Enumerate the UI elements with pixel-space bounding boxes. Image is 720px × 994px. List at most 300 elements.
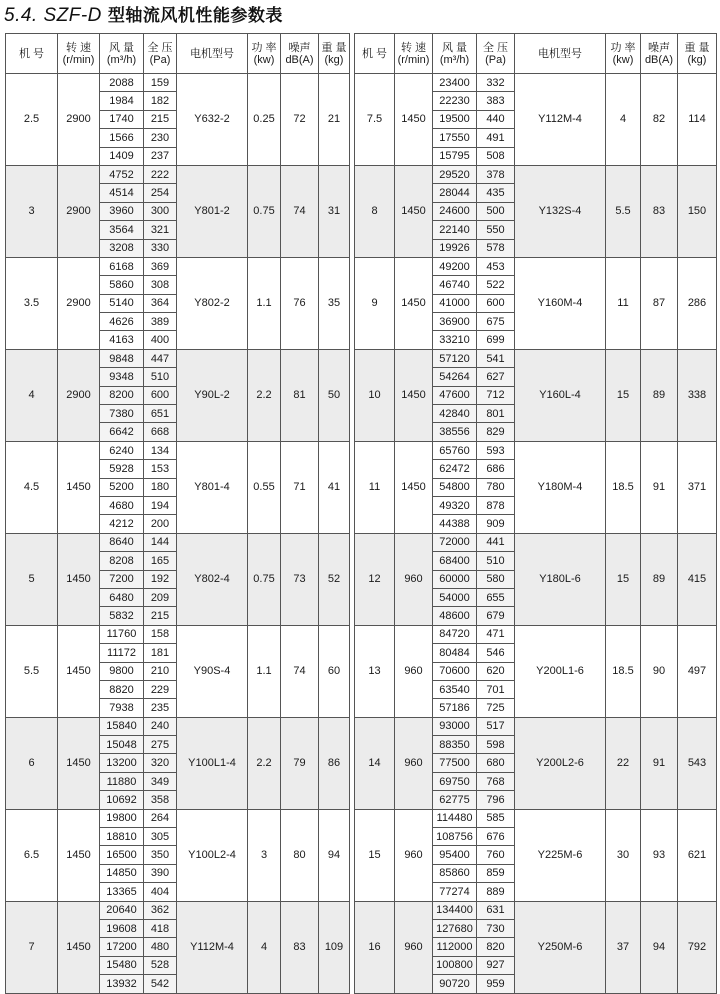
airflow-cell: 47600 [433, 386, 477, 404]
pressure-cell: 362 [144, 901, 177, 919]
speed-cell: 1450 [58, 533, 100, 625]
airflow-cell: 22140 [433, 221, 477, 239]
airflow-cell: 3564 [100, 221, 144, 239]
pressure-cell: 699 [477, 331, 515, 349]
weight-cell: 543 [678, 717, 717, 809]
speed-cell: 1450 [58, 901, 100, 993]
pressure-cell: 878 [477, 496, 515, 514]
pressure-cell: 801 [477, 405, 515, 423]
pressure-cell: 959 [477, 975, 515, 993]
noise-cell: 81 [281, 349, 319, 441]
airflow-cell: 57186 [433, 699, 477, 717]
pressure-cell: 546 [477, 644, 515, 662]
speed-cell: 1450 [395, 441, 433, 533]
header-power: 功 率 (kw) [248, 34, 281, 74]
airflow-cell: 5860 [100, 276, 144, 294]
noise-cell: 79 [281, 717, 319, 809]
speed-cell: 1450 [395, 74, 433, 166]
pressure-cell: 655 [477, 588, 515, 606]
weight-cell: 792 [678, 901, 717, 993]
airflow-cell: 8200 [100, 386, 144, 404]
weight-cell: 86 [319, 717, 350, 809]
speed-cell: 2900 [58, 165, 100, 257]
power-cell: 11 [606, 257, 641, 349]
pressure-cell: 780 [477, 478, 515, 496]
fan-spec-table-left [5, 33, 350, 994]
pressure-cell: 453 [477, 257, 515, 275]
pressure-cell: 192 [144, 570, 177, 588]
left-table-body [6, 74, 350, 994]
airflow-cell: 127680 [433, 919, 477, 937]
weight-cell: 60 [319, 625, 350, 717]
motor-model-cell: Y180M-4 [515, 441, 606, 533]
pressure-cell: 441 [477, 533, 515, 551]
airflow-cell: 22230 [433, 92, 477, 110]
airflow-cell: 5928 [100, 460, 144, 478]
fan-number-cell: 5.5 [6, 625, 58, 717]
fan-number-cell: 4.5 [6, 441, 58, 533]
airflow-cell: 114480 [433, 809, 477, 827]
airflow-cell: 8820 [100, 680, 144, 698]
weight-cell: 52 [319, 533, 350, 625]
weight-cell: 621 [678, 809, 717, 901]
pressure-cell: 541 [477, 349, 515, 367]
airflow-cell: 4626 [100, 313, 144, 331]
pressure-cell: 390 [144, 864, 177, 882]
pressure-cell: 480 [144, 938, 177, 956]
fan-number-cell: 5 [6, 533, 58, 625]
pressure-cell: 620 [477, 662, 515, 680]
pressure-cell: 305 [144, 828, 177, 846]
header-power: 功 率 (kw) [606, 34, 641, 74]
table-row [355, 717, 717, 735]
pressure-cell: 210 [144, 662, 177, 680]
pressure-cell: 686 [477, 460, 515, 478]
power-cell: 18.5 [606, 625, 641, 717]
motor-model-cell: Y180L-6 [515, 533, 606, 625]
weight-cell: 109 [319, 901, 350, 993]
power-cell: 22 [606, 717, 641, 809]
fan-number-cell: 7.5 [355, 74, 395, 166]
airflow-cell: 13200 [100, 754, 144, 772]
pressure-cell: 240 [144, 717, 177, 735]
pressure-cell: 350 [144, 846, 177, 864]
speed-cell: 1450 [58, 809, 100, 901]
pressure-cell: 215 [144, 110, 177, 128]
airflow-cell: 4163 [100, 331, 144, 349]
fan-number-cell: 12 [355, 533, 395, 625]
airflow-cell: 49200 [433, 257, 477, 275]
airflow-cell: 42840 [433, 405, 477, 423]
airflow-cell: 4752 [100, 165, 144, 183]
pressure-cell: 701 [477, 680, 515, 698]
fan-number-cell: 6 [6, 717, 58, 809]
airflow-cell: 4212 [100, 515, 144, 533]
airflow-cell: 95400 [433, 846, 477, 864]
airflow-cell: 17550 [433, 129, 477, 147]
header-fan-no: 机 号 [6, 34, 58, 74]
airflow-cell: 100800 [433, 956, 477, 974]
pressure-cell: 631 [477, 901, 515, 919]
speed-cell: 2900 [58, 74, 100, 166]
speed-cell: 2900 [58, 349, 100, 441]
airflow-cell: 63540 [433, 680, 477, 698]
airflow-cell: 68400 [433, 552, 477, 570]
noise-cell: 83 [281, 901, 319, 993]
pressure-cell: 369 [144, 257, 177, 275]
pressure-cell: 364 [144, 294, 177, 312]
pressure-cell: 768 [477, 772, 515, 790]
header-weight: 重 量 (kg) [319, 34, 350, 74]
pressure-cell: 330 [144, 239, 177, 257]
table-row [6, 717, 350, 735]
motor-model-cell: Y100L2-4 [177, 809, 248, 901]
pressure-cell: 909 [477, 515, 515, 533]
airflow-cell: 46740 [433, 276, 477, 294]
pressure-cell: 275 [144, 736, 177, 754]
table-row [6, 625, 350, 643]
airflow-cell: 23400 [433, 74, 477, 92]
airflow-cell: 13365 [100, 883, 144, 901]
pressure-cell: 679 [477, 607, 515, 625]
weight-cell: 150 [678, 165, 717, 257]
pressure-cell: 134 [144, 441, 177, 459]
pressure-cell: 668 [144, 423, 177, 441]
airflow-cell: 85860 [433, 864, 477, 882]
motor-model-cell: Y802-2 [177, 257, 248, 349]
fan-number-cell: 7 [6, 901, 58, 993]
power-cell: 0.75 [248, 165, 281, 257]
pressure-cell: 389 [144, 313, 177, 331]
pressure-cell: 447 [144, 349, 177, 367]
header-row [6, 34, 350, 74]
table-row [6, 533, 350, 551]
airflow-cell: 15840 [100, 717, 144, 735]
weight-cell: 21 [319, 74, 350, 166]
airflow-cell: 72000 [433, 533, 477, 551]
noise-cell: 82 [641, 74, 678, 166]
motor-model-cell: Y160M-4 [515, 257, 606, 349]
speed-cell: 1450 [395, 257, 433, 349]
pressure-cell: 300 [144, 202, 177, 220]
pressure-cell: 859 [477, 864, 515, 882]
motor-model-cell: Y250M-6 [515, 901, 606, 993]
pressure-cell: 580 [477, 570, 515, 588]
pressure-cell: 510 [477, 552, 515, 570]
pressure-cell: 675 [477, 313, 515, 331]
pressure-cell: 181 [144, 644, 177, 662]
airflow-cell: 24600 [433, 202, 477, 220]
airflow-cell: 6480 [100, 588, 144, 606]
airflow-cell: 10692 [100, 791, 144, 809]
pressure-cell: 593 [477, 441, 515, 459]
airflow-cell: 1740 [100, 110, 144, 128]
header-pressure: 全 压 (Pa) [144, 34, 177, 74]
power-cell: 30 [606, 809, 641, 901]
pressure-cell: 730 [477, 919, 515, 937]
pressure-cell: 440 [477, 110, 515, 128]
noise-cell: 83 [641, 165, 678, 257]
airflow-cell: 5140 [100, 294, 144, 312]
weight-cell: 94 [319, 809, 350, 901]
airflow-cell: 3208 [100, 239, 144, 257]
airflow-cell: 1566 [100, 129, 144, 147]
airflow-cell: 38556 [433, 423, 477, 441]
table-row [6, 441, 350, 459]
weight-cell: 41 [319, 441, 350, 533]
airflow-cell: 44388 [433, 515, 477, 533]
pressure-cell: 651 [144, 405, 177, 423]
pressure-cell: 159 [144, 74, 177, 92]
header-pressure: 全 压 (Pa) [477, 34, 515, 74]
weight-cell: 371 [678, 441, 717, 533]
airflow-cell: 29520 [433, 165, 477, 183]
airflow-cell: 4680 [100, 496, 144, 514]
motor-model-cell: Y132S-4 [515, 165, 606, 257]
motor-model-cell: Y225M-6 [515, 809, 606, 901]
power-cell: 1.1 [248, 257, 281, 349]
airflow-cell: 18810 [100, 828, 144, 846]
pressure-cell: 400 [144, 331, 177, 349]
speed-cell: 960 [395, 625, 433, 717]
airflow-cell: 62775 [433, 791, 477, 809]
pressure-cell: 378 [477, 165, 515, 183]
power-cell: 0.55 [248, 441, 281, 533]
weight-cell: 286 [678, 257, 717, 349]
airflow-cell: 69750 [433, 772, 477, 790]
airflow-cell: 3960 [100, 202, 144, 220]
weight-cell: 35 [319, 257, 350, 349]
pressure-cell: 676 [477, 828, 515, 846]
pressure-cell: 308 [144, 276, 177, 294]
speed-cell: 960 [395, 717, 433, 809]
noise-cell: 89 [641, 349, 678, 441]
header-fan-no: 机 号 [355, 34, 395, 74]
header-motor: 电机型号 [515, 34, 606, 74]
speed-cell: 1450 [58, 441, 100, 533]
pressure-cell: 600 [477, 294, 515, 312]
pressure-cell: 229 [144, 680, 177, 698]
airflow-cell: 54800 [433, 478, 477, 496]
fan-number-cell: 4 [6, 349, 58, 441]
airflow-cell: 77500 [433, 754, 477, 772]
airflow-cell: 36900 [433, 313, 477, 331]
header-flow: 风 量 (m³/h) [100, 34, 144, 74]
motor-model-cell: Y200L2-6 [515, 717, 606, 809]
noise-cell: 91 [641, 717, 678, 809]
airflow-cell: 11760 [100, 625, 144, 643]
speed-cell: 1450 [58, 625, 100, 717]
pressure-cell: 820 [477, 938, 515, 956]
power-cell: 0.75 [248, 533, 281, 625]
fan-number-cell: 2.5 [6, 74, 58, 166]
airflow-cell: 2088 [100, 74, 144, 92]
noise-cell: 94 [641, 901, 678, 993]
noise-cell: 72 [281, 74, 319, 166]
airflow-cell: 41000 [433, 294, 477, 312]
pressure-cell: 760 [477, 846, 515, 864]
airflow-cell: 134400 [433, 901, 477, 919]
table-row [6, 809, 350, 827]
airflow-cell: 60000 [433, 570, 477, 588]
fan-number-cell: 14 [355, 717, 395, 809]
power-cell: 4 [606, 74, 641, 166]
noise-cell: 71 [281, 441, 319, 533]
pressure-cell: 578 [477, 239, 515, 257]
page-title [4, 3, 283, 29]
motor-model-cell: Y112M-4 [177, 901, 248, 993]
pressure-cell: 510 [144, 368, 177, 386]
pressure-cell: 680 [477, 754, 515, 772]
airflow-cell: 5200 [100, 478, 144, 496]
pressure-cell: 320 [144, 754, 177, 772]
airflow-cell: 19608 [100, 919, 144, 937]
pressure-cell: 829 [477, 423, 515, 441]
airflow-cell: 57120 [433, 349, 477, 367]
pressure-cell: 491 [477, 129, 515, 147]
airflow-cell: 6642 [100, 423, 144, 441]
airflow-cell: 54000 [433, 588, 477, 606]
table-row [6, 165, 350, 183]
power-cell: 18.5 [606, 441, 641, 533]
pressure-cell: 215 [144, 607, 177, 625]
speed-cell: 1450 [395, 165, 433, 257]
airflow-cell: 49320 [433, 496, 477, 514]
weight-cell: 338 [678, 349, 717, 441]
airflow-cell: 6240 [100, 441, 144, 459]
airflow-cell: 5832 [100, 607, 144, 625]
pressure-cell: 889 [477, 883, 515, 901]
weight-cell: 497 [678, 625, 717, 717]
pressure-cell: 144 [144, 533, 177, 551]
noise-cell: 93 [641, 809, 678, 901]
airflow-cell: 20640 [100, 901, 144, 919]
airflow-cell: 4514 [100, 184, 144, 202]
airflow-cell: 1984 [100, 92, 144, 110]
header-flow: 风 量 (m³/h) [433, 34, 477, 74]
table-row [355, 625, 717, 643]
header-row [355, 34, 717, 74]
airflow-cell: 11880 [100, 772, 144, 790]
power-cell: 2.2 [248, 717, 281, 809]
airflow-cell: 84720 [433, 625, 477, 643]
pressure-cell: 528 [144, 956, 177, 974]
airflow-cell: 13932 [100, 975, 144, 993]
right-table-body [355, 74, 717, 994]
speed-cell: 960 [395, 809, 433, 901]
noise-cell: 74 [281, 165, 319, 257]
pressure-cell: 500 [477, 202, 515, 220]
pressure-cell: 712 [477, 386, 515, 404]
table-row [6, 257, 350, 275]
fan-number-cell: 9 [355, 257, 395, 349]
table-row [355, 809, 717, 827]
weight-cell: 50 [319, 349, 350, 441]
table-row [6, 74, 350, 92]
airflow-cell: 9348 [100, 368, 144, 386]
motor-model-cell: Y801-4 [177, 441, 248, 533]
pressure-cell: 332 [477, 74, 515, 92]
power-cell: 15 [606, 349, 641, 441]
airflow-cell: 19926 [433, 239, 477, 257]
pressure-cell: 230 [144, 129, 177, 147]
table-row [355, 533, 717, 551]
motor-model-cell: Y160L-4 [515, 349, 606, 441]
header-noise: 噪声 dB(A) [281, 34, 319, 74]
motor-model-cell: Y632-2 [177, 74, 248, 166]
power-cell: 1.1 [248, 625, 281, 717]
motor-model-cell: Y112M-4 [515, 74, 606, 166]
noise-cell: 80 [281, 809, 319, 901]
airflow-cell: 7200 [100, 570, 144, 588]
header-speed: 转 速 (r/min) [58, 34, 100, 74]
airflow-cell: 7938 [100, 699, 144, 717]
header-speed: 转 速 (r/min) [395, 34, 433, 74]
noise-cell: 76 [281, 257, 319, 349]
airflow-cell: 9800 [100, 662, 144, 680]
pressure-cell: 435 [477, 184, 515, 202]
pressure-cell: 542 [144, 975, 177, 993]
pressure-cell: 182 [144, 92, 177, 110]
airflow-cell: 33210 [433, 331, 477, 349]
table-row [6, 349, 350, 367]
airflow-cell: 8208 [100, 552, 144, 570]
noise-cell: 73 [281, 533, 319, 625]
header-noise: 噪声 dB(A) [641, 34, 678, 74]
weight-cell: 114 [678, 74, 717, 166]
table-row [6, 901, 350, 919]
table-row [355, 165, 717, 183]
fan-number-cell: 10 [355, 349, 395, 441]
table-row [355, 257, 717, 275]
fan-number-cell: 3.5 [6, 257, 58, 349]
pressure-cell: 627 [477, 368, 515, 386]
fan-number-cell: 15 [355, 809, 395, 901]
pressure-cell: 927 [477, 956, 515, 974]
airflow-cell: 9848 [100, 349, 144, 367]
airflow-cell: 93000 [433, 717, 477, 735]
airflow-cell: 1409 [100, 147, 144, 165]
table-row [355, 441, 717, 459]
noise-cell: 90 [641, 625, 678, 717]
pressure-cell: 404 [144, 883, 177, 901]
pressure-cell: 418 [144, 919, 177, 937]
airflow-cell: 28044 [433, 184, 477, 202]
airflow-cell: 112000 [433, 938, 477, 956]
weight-cell: 31 [319, 165, 350, 257]
airflow-cell: 15048 [100, 736, 144, 754]
pressure-cell: 153 [144, 460, 177, 478]
pressure-cell: 209 [144, 588, 177, 606]
pressure-cell: 237 [144, 147, 177, 165]
power-cell: 37 [606, 901, 641, 993]
title-name: 型轴流风机性能参数表 [107, 6, 283, 26]
fan-number-cell: 13 [355, 625, 395, 717]
airflow-cell: 19500 [433, 110, 477, 128]
pressure-cell: 471 [477, 625, 515, 643]
airflow-cell: 16500 [100, 846, 144, 864]
airflow-cell: 17200 [100, 938, 144, 956]
table-row [355, 74, 717, 92]
pressure-cell: 349 [144, 772, 177, 790]
pressure-cell: 180 [144, 478, 177, 496]
speed-cell: 1450 [58, 717, 100, 809]
pressure-cell: 522 [477, 276, 515, 294]
pressure-cell: 517 [477, 717, 515, 735]
power-cell: 0.25 [248, 74, 281, 166]
pressure-cell: 796 [477, 791, 515, 809]
airflow-cell: 90720 [433, 975, 477, 993]
